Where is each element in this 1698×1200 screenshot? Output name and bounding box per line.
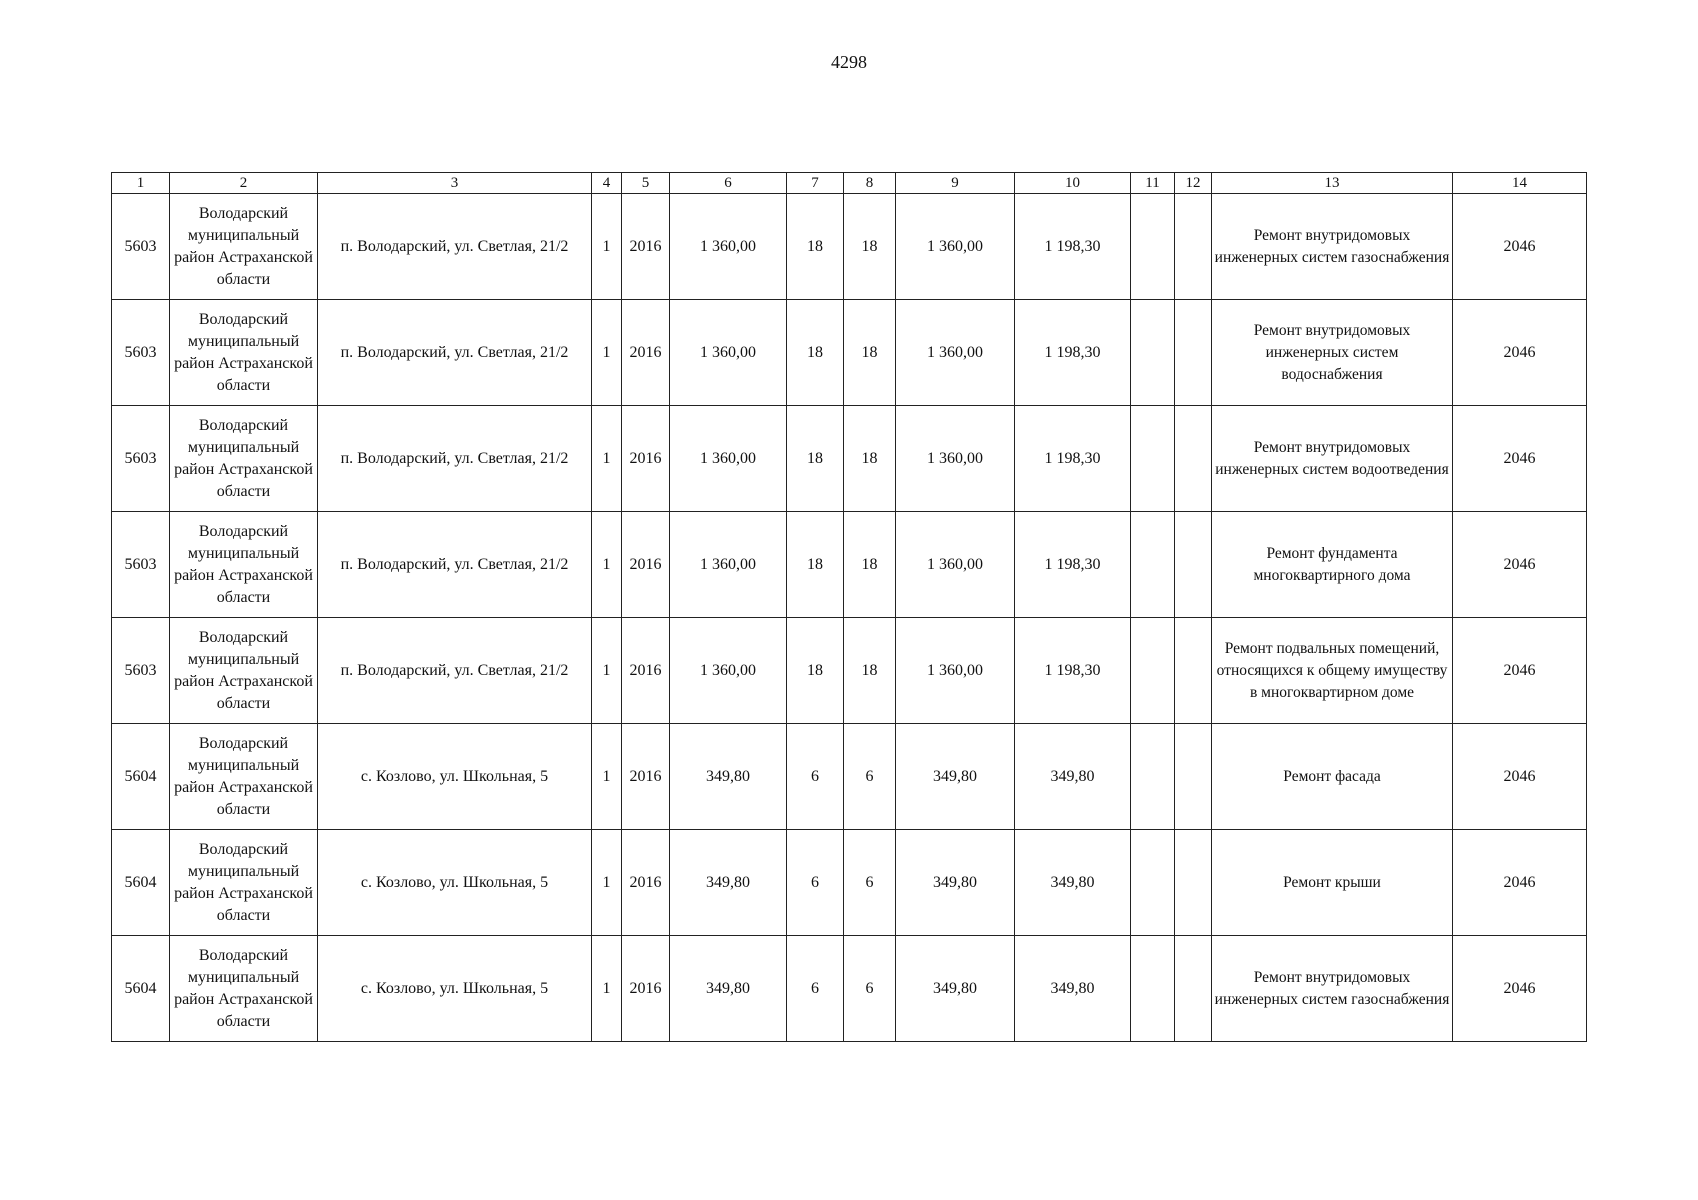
cell-col-7: 18	[787, 194, 844, 300]
cell-col-4: 1	[592, 194, 622, 300]
cell-address: с. Козлово, ул. Школьная, 5	[318, 724, 592, 830]
column-header: 1	[112, 173, 170, 194]
cell-year: 2046	[1453, 936, 1587, 1042]
cell-year: 2046	[1453, 194, 1587, 300]
cell-col-5: 2016	[622, 512, 670, 618]
cell-col-11	[1131, 830, 1175, 936]
cell-col-10: 349,80	[1015, 936, 1131, 1042]
cell-col-6: 349,80	[670, 724, 787, 830]
cell-col-10: 1 198,30	[1015, 300, 1131, 406]
cell-col-11	[1131, 406, 1175, 512]
cell-col-8: 6	[844, 724, 896, 830]
cell-year: 2046	[1453, 300, 1587, 406]
cell-id: 5603	[112, 300, 170, 406]
cell-col-5: 2016	[622, 300, 670, 406]
cell-work-type: Ремонт крыши	[1212, 830, 1453, 936]
cell-col-10: 349,80	[1015, 830, 1131, 936]
page-number: 4298	[831, 52, 867, 72]
cell-col-12	[1175, 512, 1212, 618]
cell-col-4: 1	[592, 300, 622, 406]
cell-year: 2046	[1453, 618, 1587, 724]
cell-municipality: Володарский муниципальный район Астраханской области	[170, 724, 318, 830]
cell-address: п. Володарский, ул. Светлая, 21/2	[318, 194, 592, 300]
cell-col-6: 1 360,00	[670, 618, 787, 724]
cell-col-9: 1 360,00	[896, 406, 1015, 512]
cell-col-12	[1175, 300, 1212, 406]
cell-col-6: 1 360,00	[670, 406, 787, 512]
cell-municipality: Володарский муниципальный район Астраханской области	[170, 936, 318, 1042]
cell-work-type: Ремонт подвальных помещений, относящихся к общему имуществу в многоквартирном доме	[1212, 618, 1453, 724]
cell-work-type: Ремонт фасада	[1212, 724, 1453, 830]
cell-col-5: 2016	[622, 194, 670, 300]
cell-col-9: 1 360,00	[896, 300, 1015, 406]
cell-year: 2046	[1453, 406, 1587, 512]
cell-col-9: 349,80	[896, 830, 1015, 936]
cell-col-5: 2016	[622, 830, 670, 936]
cell-work-type: Ремонт фундамента многоквартирного дома	[1212, 512, 1453, 618]
cell-address: с. Козлово, ул. Школьная, 5	[318, 830, 592, 936]
column-header: 6	[670, 173, 787, 194]
cell-col-4: 1	[592, 618, 622, 724]
cell-col-12	[1175, 936, 1212, 1042]
cell-address: п. Володарский, ул. Светлая, 21/2	[318, 300, 592, 406]
cell-col-4: 1	[592, 512, 622, 618]
cell-col-8: 18	[844, 194, 896, 300]
cell-year: 2046	[1453, 724, 1587, 830]
cell-col-11	[1131, 618, 1175, 724]
cell-col-12	[1175, 618, 1212, 724]
column-header: 5	[622, 173, 670, 194]
cell-col-9: 349,80	[896, 936, 1015, 1042]
cell-col-7: 18	[787, 512, 844, 618]
cell-col-7: 18	[787, 300, 844, 406]
cell-address: п. Володарский, ул. Светлая, 21/2	[318, 618, 592, 724]
cell-col-7: 6	[787, 936, 844, 1042]
cell-address: с. Козлово, ул. Школьная, 5	[318, 936, 592, 1042]
cell-work-type: Ремонт внутридомовых инженерных систем водоотведения	[1212, 406, 1453, 512]
cell-col-8: 18	[844, 406, 896, 512]
cell-col-5: 2016	[622, 618, 670, 724]
cell-col-4: 1	[592, 830, 622, 936]
cell-col-11	[1131, 194, 1175, 300]
cell-col-12	[1175, 406, 1212, 512]
cell-address: п. Володарский, ул. Светлая, 21/2	[318, 512, 592, 618]
cell-address: п. Володарский, ул. Светлая, 21/2	[318, 406, 592, 512]
cell-col-8: 6	[844, 830, 896, 936]
table-row	[112, 406, 1587, 512]
column-number-row	[112, 173, 1587, 194]
cell-col-10: 1 198,30	[1015, 194, 1131, 300]
column-header: 8	[844, 173, 896, 194]
table-body	[112, 194, 1587, 1042]
cell-col-10: 1 198,30	[1015, 406, 1131, 512]
column-header: 14	[1453, 173, 1587, 194]
cell-col-9: 1 360,00	[896, 194, 1015, 300]
table-row	[112, 936, 1587, 1042]
cell-municipality: Володарский муниципальный район Астраханской области	[170, 618, 318, 724]
cell-col-11	[1131, 936, 1175, 1042]
cell-col-11	[1131, 724, 1175, 830]
cell-col-10: 1 198,30	[1015, 618, 1131, 724]
table-row	[112, 300, 1587, 406]
cell-col-6: 1 360,00	[670, 194, 787, 300]
cell-municipality: Володарский муниципальный район Астраханской области	[170, 512, 318, 618]
cell-col-7: 6	[787, 724, 844, 830]
cell-col-7: 6	[787, 830, 844, 936]
cell-id: 5603	[112, 406, 170, 512]
cell-col-9: 1 360,00	[896, 512, 1015, 618]
cell-work-type: Ремонт внутридомовых инженерных систем газоснабжения	[1212, 936, 1453, 1042]
cell-col-4: 1	[592, 406, 622, 512]
cell-col-10: 349,80	[1015, 724, 1131, 830]
cell-year: 2046	[1453, 830, 1587, 936]
column-header: 2	[170, 173, 318, 194]
column-header: 9	[896, 173, 1015, 194]
cell-col-12	[1175, 830, 1212, 936]
cell-col-8: 18	[844, 300, 896, 406]
column-header: 12	[1175, 173, 1212, 194]
column-header: 4	[592, 173, 622, 194]
cell-col-6: 349,80	[670, 936, 787, 1042]
cell-col-5: 2016	[622, 724, 670, 830]
column-header: 7	[787, 173, 844, 194]
table-row	[112, 512, 1587, 618]
column-header: 10	[1015, 173, 1131, 194]
cell-col-4: 1	[592, 936, 622, 1042]
cell-id: 5603	[112, 512, 170, 618]
cell-col-4: 1	[592, 724, 622, 830]
cell-id: 5604	[112, 936, 170, 1042]
cell-municipality: Володарский муниципальный район Астраханской области	[170, 194, 318, 300]
cell-col-6: 349,80	[670, 830, 787, 936]
table-row	[112, 618, 1587, 724]
cell-work-type: Ремонт внутридомовых инженерных систем газоснабжения	[1212, 194, 1453, 300]
table-row	[112, 724, 1587, 830]
column-header: 13	[1212, 173, 1453, 194]
cell-municipality: Володарский муниципальный район Астраханской области	[170, 300, 318, 406]
cell-id: 5603	[112, 618, 170, 724]
cell-col-7: 18	[787, 618, 844, 724]
cell-col-8: 18	[844, 512, 896, 618]
cell-col-7: 18	[787, 406, 844, 512]
cell-col-8: 6	[844, 936, 896, 1042]
cell-year: 2046	[1453, 512, 1587, 618]
cell-municipality: Володарский муниципальный район Астраханской области	[170, 406, 318, 512]
cell-id: 5603	[112, 194, 170, 300]
cell-work-type: Ремонт внутридомовых инженерных систем водоснабжения	[1212, 300, 1453, 406]
cell-col-5: 2016	[622, 936, 670, 1042]
cell-col-5: 2016	[622, 406, 670, 512]
column-header: 3	[318, 173, 592, 194]
table-row	[112, 830, 1587, 936]
column-header: 11	[1131, 173, 1175, 194]
cell-col-8: 18	[844, 618, 896, 724]
cell-col-9: 349,80	[896, 724, 1015, 830]
capital-repair-table	[111, 172, 1587, 1042]
cell-col-10: 1 198,30	[1015, 512, 1131, 618]
table-row	[112, 194, 1587, 300]
cell-col-9: 1 360,00	[896, 618, 1015, 724]
cell-col-6: 1 360,00	[670, 300, 787, 406]
cell-col-12	[1175, 194, 1212, 300]
cell-col-11	[1131, 512, 1175, 618]
cell-municipality: Володарский муниципальный район Астраханской области	[170, 830, 318, 936]
cell-id: 5604	[112, 724, 170, 830]
cell-col-12	[1175, 724, 1212, 830]
cell-id: 5604	[112, 830, 170, 936]
cell-col-6: 1 360,00	[670, 512, 787, 618]
cell-col-11	[1131, 300, 1175, 406]
